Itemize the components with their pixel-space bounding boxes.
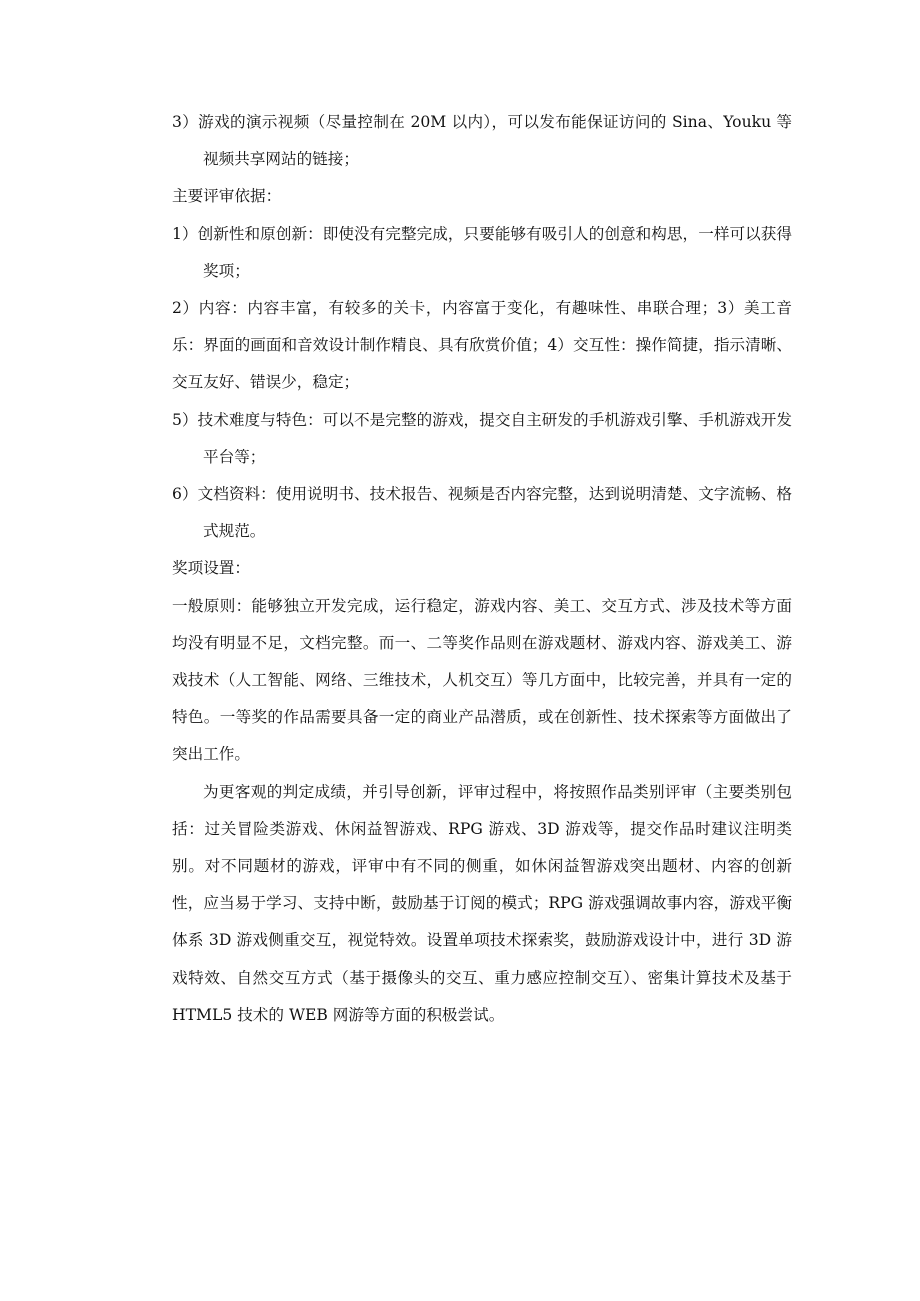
paragraph-criteria-innovation: 1）创新性和原创新：即使没有完整完成，只要能够有吸引人的创意和构思，一样可以获得奖项；: [172, 224, 792, 280]
paragraph-awards-general: 一般原则：能够独立开发完成，运行稳定，游戏内容、美工、交互方式、涉及技术等方面均没有明显不足，文档完整。而一、二等奖作品则在游戏题材、游戏内容、游戏美工、游戏技术（人工智能、网络、三维技术，人机交互）等几方面中，比较完善，并具有一定的特色。一等奖的作品需要具备一定的商业产品潜质，或在创新性、技术探索等方面做出了突出工作。: [172, 596, 792, 764]
paragraph-criteria-documentation: 6）文档资料：使用说明书、技术报告、视频是否内容完整，达到说明清楚、文字流畅、格式规范。: [172, 485, 792, 541]
paragraph-criteria-content: 2）内容：内容丰富，有较多的关卡，内容富于变化，有趣味性、串联合理；3）美工音乐：界面的画面和音效设计制作精良、具有欣赏价值；4）交互性：操作简捷，指示清晰、交互友好、错误少，稳定；: [172, 299, 792, 392]
document-body: [172, 104, 792, 1034]
paragraph-criteria-technology: 5）技术难度与特色：可以不是完整的游戏，提交自主研发的手机游戏引擎、手机游戏开发平台等；: [172, 410, 792, 466]
paragraph-video-item: 3）游戏的演示视频（尽量控制在 20M 以内），可以发布能保证访问的 Sina、Youku 等视频共享网站的链接；: [172, 113, 792, 169]
awards-heading: 奖项设置：: [172, 559, 250, 578]
paragraph-awards-evaluation: 为更客观的判定成绩，并引导创新，评审过程中，将按照作品类别评审（主要类别包括：过关冒险类游戏、休闲益智游戏、RPG 游戏、3D 游戏等，提交作品时建议注明类别。对不同题材的游戏，评审中有不同的侧重，如休闲益智游戏突出题材、内容的创新性，应当易于学习、支持中断，鼓励基于订阅的模式；RPG 游戏强调故事内容，游戏平衡体系 3D 游戏侧重交互，视觉特效。设置单项技术探索奖，鼓励游戏设计中，进行 3D 游戏特效、自然交互方式（基于摄像头的交互、重力感应控制交互）、密集计算技术及基于 HTML5 技术的 WEB 网游等方面的积极尝试。: [172, 782, 792, 1024]
criteria-heading: 主要评审依据：: [172, 187, 282, 206]
